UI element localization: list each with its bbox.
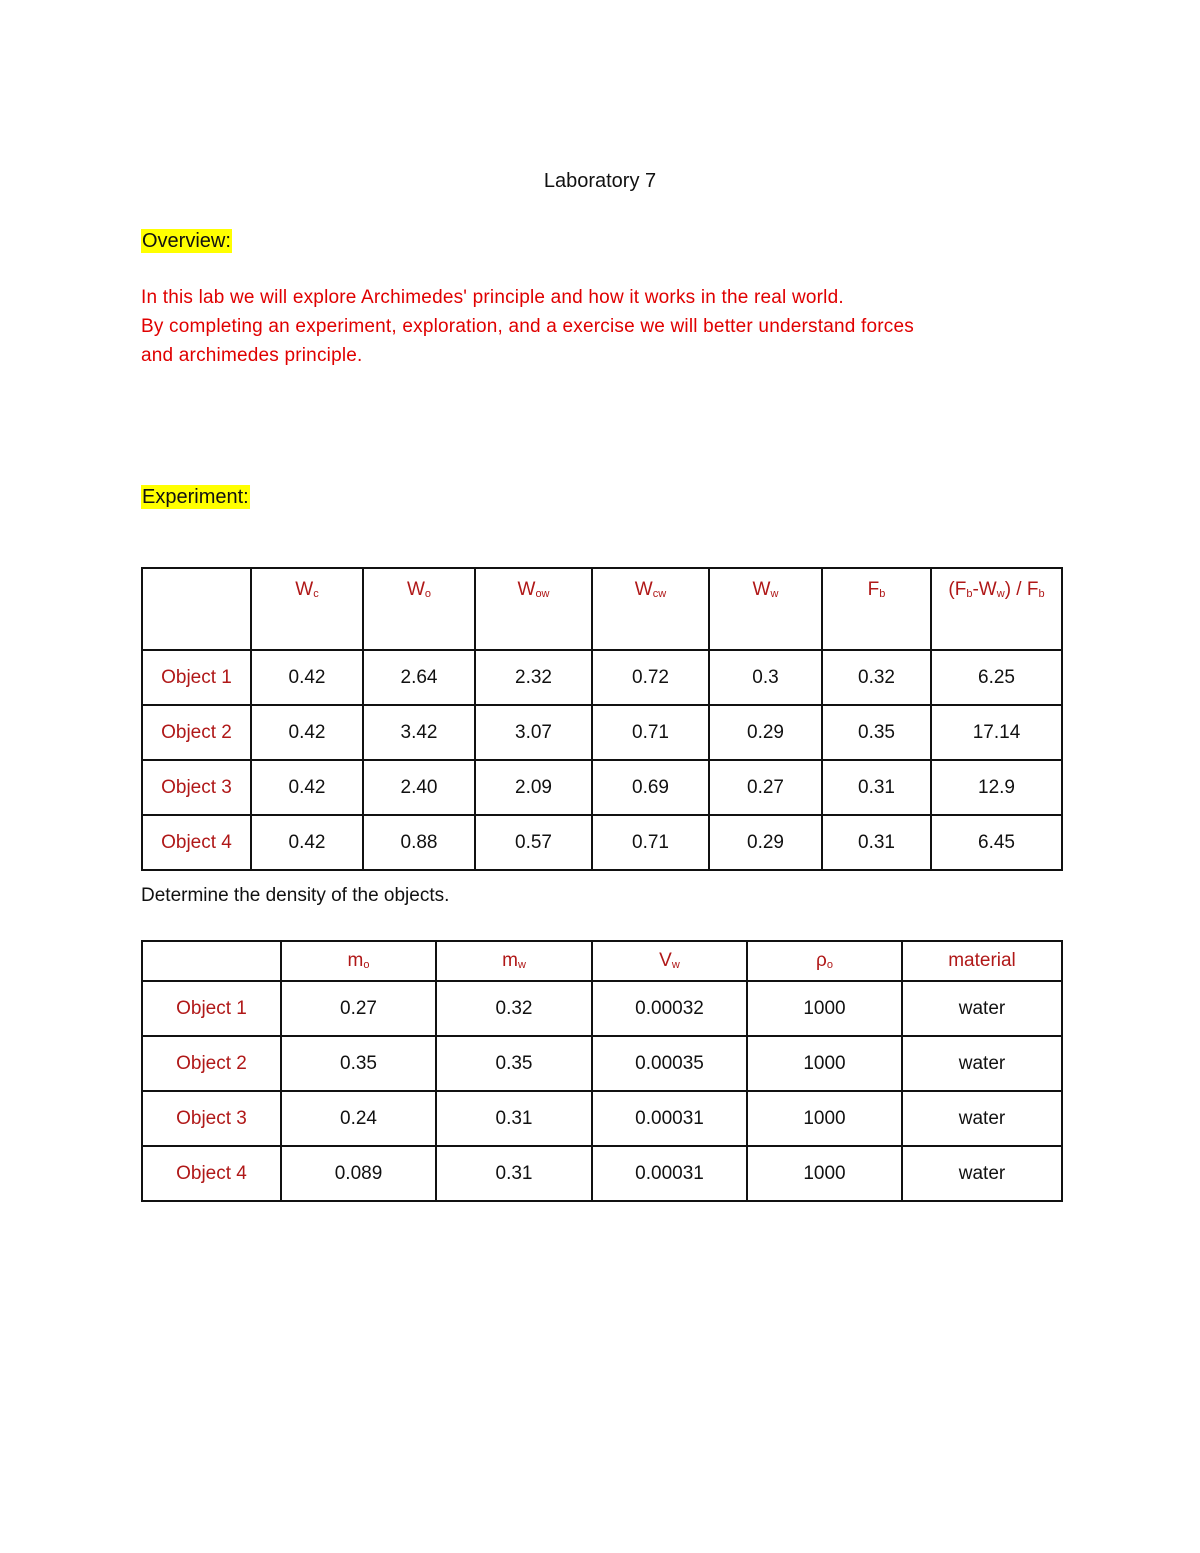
table-row — [142, 1036, 1062, 1091]
cell: 0.31 — [436, 1091, 592, 1146]
header-w-o: $W_o$ — [363, 568, 475, 650]
cell: 0.24 — [281, 1091, 436, 1146]
cell: 0.089 — [281, 1146, 436, 1201]
cell: 0.42 — [251, 650, 363, 705]
cell: water — [902, 1091, 1062, 1146]
header-m-w: $m_w$ — [436, 941, 592, 981]
cell: 1000 — [747, 1091, 902, 1146]
corner-cell — [142, 568, 251, 650]
cell: 1000 — [747, 1036, 902, 1091]
cell: 0.00031 — [592, 1091, 747, 1146]
row-label: Object 4 — [142, 1146, 281, 1201]
header-material: material — [902, 941, 1062, 981]
cell: 0.35 — [436, 1036, 592, 1091]
header-row — [142, 941, 1062, 981]
cell: 0.00031 — [592, 1146, 747, 1201]
row-label: Object 4 — [142, 815, 251, 870]
cell: 2.09 — [475, 760, 592, 815]
experiment-heading: Experiment: — [142, 486, 249, 508]
cell: 2.40 — [363, 760, 475, 815]
cell: 2.32 — [475, 650, 592, 705]
cell: 0.27 — [281, 981, 436, 1036]
corner-cell — [142, 941, 281, 981]
table-row — [142, 1091, 1062, 1146]
cell: 0.57 — [475, 815, 592, 870]
cell: 0.00032 — [592, 981, 747, 1036]
cell: 0.71 — [592, 705, 709, 760]
cell: 0.32 — [822, 650, 931, 705]
cell: 0.31 — [822, 815, 931, 870]
header-v-w: $V_w$ — [592, 941, 747, 981]
cell: 6.45 — [931, 815, 1062, 870]
row-label: Object 2 — [142, 1036, 281, 1091]
cell: 0.42 — [251, 705, 363, 760]
cell: 0.29 — [709, 815, 822, 870]
experiment-table — [141, 567, 1063, 871]
header-w-c: $W_c$ — [251, 568, 363, 650]
cell: 0.29 — [709, 705, 822, 760]
cell: water — [902, 981, 1062, 1036]
header-w-w: $W_w$ — [709, 568, 822, 650]
table-row — [142, 1146, 1062, 1201]
cell: 2.64 — [363, 650, 475, 705]
row-label: Object 3 — [142, 1091, 281, 1146]
cell: 0.27 — [709, 760, 822, 815]
row-label: Object 3 — [142, 760, 251, 815]
cell: 12.9 — [931, 760, 1062, 815]
cell: 17.14 — [931, 705, 1062, 760]
cell: 0.32 — [436, 981, 592, 1036]
intro-line: By completing an experiment, exploration, and a exercise we will better understand forces — [141, 316, 914, 337]
cell: 0.35 — [281, 1036, 436, 1091]
cell: water — [902, 1146, 1062, 1201]
cell: 0.69 — [592, 760, 709, 815]
cell: 0.42 — [251, 760, 363, 815]
page-title: Laboratory 7 — [543, 170, 657, 192]
table-row — [142, 760, 1062, 815]
row-label: Object 1 — [142, 650, 251, 705]
cell: 0.3 — [709, 650, 822, 705]
cell: 6.25 — [931, 650, 1062, 705]
table-row — [142, 981, 1062, 1036]
header-f-b: $F_b$ — [822, 568, 931, 650]
table-row — [142, 705, 1062, 760]
header-ratio: $(F_b-W_w) / F_b$ — [931, 568, 1062, 650]
cell: 1000 — [747, 1146, 902, 1201]
intro-line: In this lab we will explore Archimedes' principle and how it works in the real world. — [141, 287, 844, 308]
cell: 0.72 — [592, 650, 709, 705]
table-row — [142, 650, 1062, 705]
cell: water — [902, 1036, 1062, 1091]
table-row — [142, 815, 1062, 870]
cell: 1000 — [747, 981, 902, 1036]
density-prompt: Determine the density of the objects. — [141, 885, 450, 906]
cell: 3.42 — [363, 705, 475, 760]
intro-text — [141, 283, 1061, 370]
density-table — [141, 940, 1063, 1202]
cell: 0.42 — [251, 815, 363, 870]
cell: 0.88 — [363, 815, 475, 870]
cell: 0.35 — [822, 705, 931, 760]
cell: 0.00035 — [592, 1036, 747, 1091]
row-label: Object 1 — [142, 981, 281, 1036]
header-m-o: $m_o$ — [281, 941, 436, 981]
cell: 0.31 — [436, 1146, 592, 1201]
row-label: Object 2 — [142, 705, 251, 760]
cell: 0.31 — [822, 760, 931, 815]
intro-line: and archimedes principle. — [141, 345, 363, 366]
overview-heading: Overview: — [142, 230, 231, 252]
cell: 0.71 — [592, 815, 709, 870]
cell: 3.07 — [475, 705, 592, 760]
header-rho-o: $\rho_o$ — [747, 941, 902, 981]
header-w-cw: $W_{cw}$ — [592, 568, 709, 650]
header-w-ow: $W_{ow}$ — [475, 568, 592, 650]
header-row — [142, 568, 1062, 650]
